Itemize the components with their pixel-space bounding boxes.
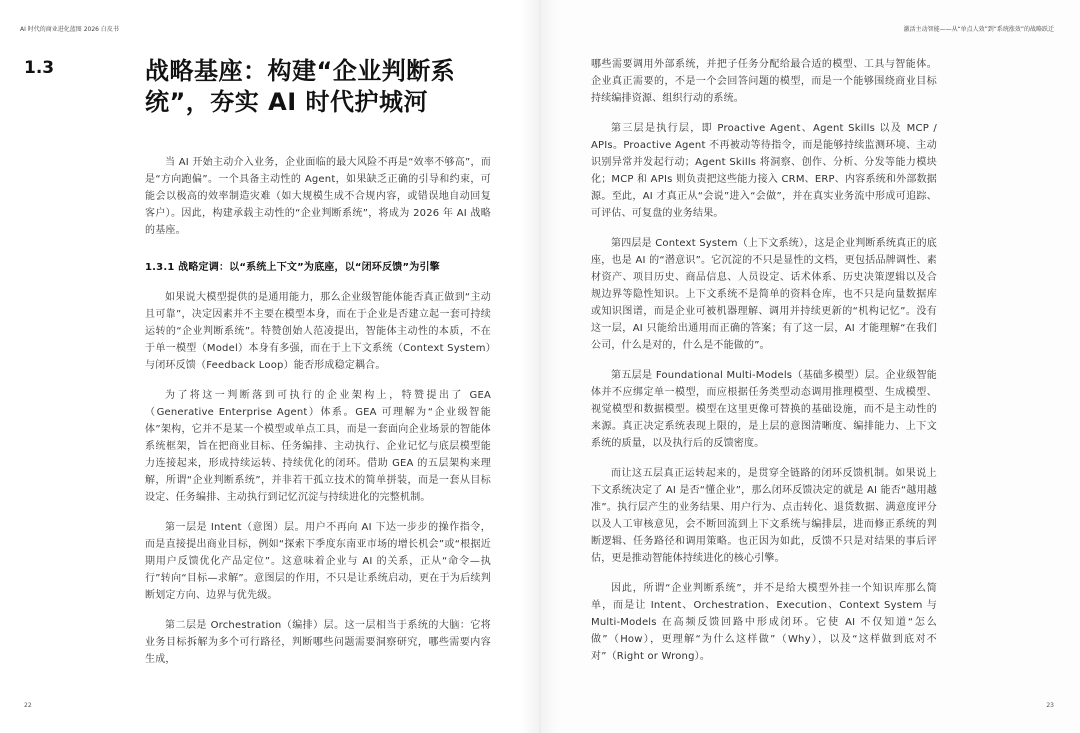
body-paragraph: 第五层是 Foundational Multi-Models（基础多模型）层。企业级智能体并不应绑定单一模型，而应根据任务类型动态调用推理模型、生成模型、视觉模型和数据模型。模型在这里更像可替换的基础设施，而不是主动性的来源。真正决定系统表现上限的，是上层的意图清晰度、编排能力、上下文系统的质量，以及执行后的反馈密度。 xyxy=(591,370,937,449)
left-body xyxy=(145,154,491,681)
left-running-head: AI 时代的商业进化蓝图 2026 白皮书 xyxy=(20,26,119,33)
body-paragraph: 为了将这一判断落到可执行的企业架构上，特赞提出了 GEA（Generative Enterprise Agent）体系。GEA 可理解为“企业级智能体”架构，它并不是某一个模型或单点工具，而是一套面向企业场景的智能体系统框架，旨在把商业目标、任务编排、主动执行、企业记忆与底层模型能力连接起来，形成持续运转、持续优化的闭环。借助 GEA 的五层架构来理解，所谓“企业判断系统”，并非若干孤立技术的简单拼装，而是一套从目标设定、任务编排、主动执行到记忆沉淀与持续进化的完整机制。 xyxy=(145,390,491,503)
body-paragraph: 第二层是 Orchestration（编排）层。这一层相当于系统的大脑：它将业务目标拆解为多个可行路径，判断哪些问题需要洞察研究，哪些需要内容生成， xyxy=(145,620,491,665)
body-paragraph: 哪些需要调用外部系统，并把子任务分配给最合适的模型、工具与智能体。企业真正需要的，不是一个会回答问题的模型，而是一个能够围绕商业目标持续编排资源、组织行动的系统。 xyxy=(591,59,937,104)
intro-paragraph: 当 AI 开始主动介入业务，企业面临的最大风险不再是“效率不够高”，而是“方向跑偏”。一个具备主动性的 Agent，如果缺乏正确的引导和约束，可能会以极高的效率制造灾难（如大规模生成不合规内容，或错误地自动回复客户）。因此，构建承载主动性的“企业判断系统”，将成为 2026 年 AI 战略的基座。 xyxy=(145,157,491,236)
subheading: 1.3.1 战略定调：以“系统上下文”为底座，以“闭环反馈”为引擎 xyxy=(145,262,440,273)
body-paragraph: 因此，所谓“企业判断系统”，并不是给大模型外挂一个知识库那么简单，而是让 Intent、Orchestration、Execution、Context System 与 Multi-Models 在高频反馈回路中形成闭环。它使 AI 不仅知道“怎么做”（How），更理解“为什么这样做”（Why），以及“这样做到底对不对”（Right or Wrong）。 xyxy=(591,583,937,662)
body-paragraph: 如果说大模型提供的是通用能力，那么企业级智能体能否真正做到“主动且可靠”，决定因素并不主要在模型本身，而在于企业是否建立起一套可持续运转的“企业判断系统”。特赞创始人范凌提出，智能体主动性的本质，不在于单一模型（Model）本身有多强，而在于上下文系统（Context System）与闭环反馈（Feedback Loop）能否形成稳定耦合。 xyxy=(145,292,491,371)
right-page-number: 23 xyxy=(1046,702,1054,709)
left-page-number: 22 xyxy=(24,702,32,709)
body-paragraph: 第一层是 Intent（意图）层。用户不再向 AI 下达一步步的操作指令，而是直接提出商业目标，例如“探索下季度东南亚市场的增长机会”或“根据近期用户反馈优化产品定位”。这意味着企业与 AI 的关系，正从“命令—执行”转向“目标—求解”。意图层的作用，不只是让系统启动，更在于为后续判断划定方向、边界与优先级。 xyxy=(145,522,491,601)
right-running-head: 激活主动智能——从“单点人效”到“系统涨效”的战略跃迁 xyxy=(903,26,1054,33)
body-paragraph: 第四层是 Context System（上下文系统），这是企业判断系统真正的底座，也是 AI 的“潜意识”。它沉淀的不只是显性的文档，更包括品牌调性、素材资产、项目历史、商品信息、人员设定、话术体系、历史决策逻辑以及合规边界等隐性知识。上下文系统不是简单的资料仓库，也不只是向量数据库或知识图谱，而是企业可被机器理解、调用并持续更新的“机构记忆”。没有这一层，AI 只能给出通用而正确的答案；有了这一层，AI 才能理解“在我们公司，什么是对的，什么是不能做的”。 xyxy=(591,238,937,351)
right-body xyxy=(591,56,937,678)
section-number: 1.3 xyxy=(24,58,55,78)
section-title: 战略基座：构建“企业判断系统”，夯实 AI 时代护城河 xyxy=(145,57,456,116)
body-paragraph: 而让这五层真正运转起来的，是贯穿全链路的闭环反馈机制。如果说上下文系统决定了 AI 是否“懂企业”，那么闭环反馈决定的就是 AI 能否“越用越准”。执行层产生的业务结果、用户行为、点击转化、退货数据、满意度评分以及人工审核意见，会不断回流到上下文系统与编排层，进而修正系统的判断逻辑、任务路径和调用策略。也正因为如此，反馈不只是对结果的事后评估，更是推动智能体持续进化的核心引擎。 xyxy=(591,468,937,564)
body-paragraph: 第三层是执行层，即 Proactive Agent、Agent Skills 以及 MCP / APIs。Proactive Agent 不再被动等待指令，而是能够持续监测环境、主动识别异常并发起行动；Agent Skills 将洞察、创作、分析、分发等能力模块化；MCP 和 APIs 则负责把这些能力接入 CRM、ERP、内容系统和外部数据源。至此，AI 才真正从“会说”进入“会做”，并在真实业务流中形成可追踪、可评估、可复盘的业务结果。 xyxy=(591,123,937,219)
